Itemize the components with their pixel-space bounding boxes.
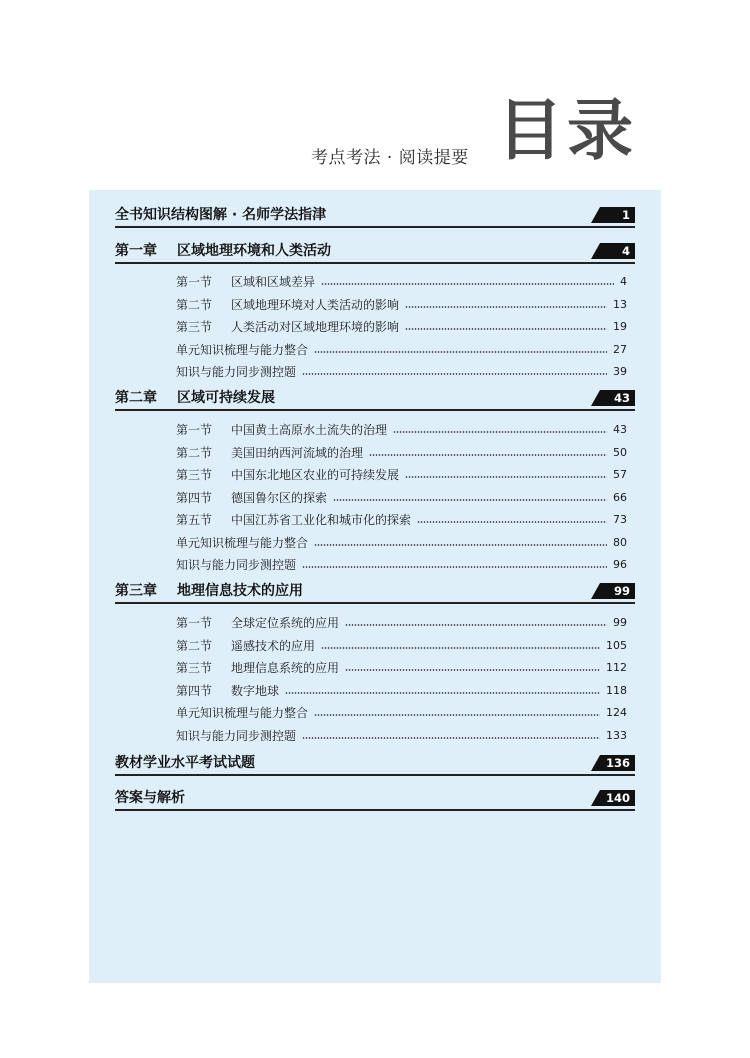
toc-item[interactable]: 第四节 德国鲁尔区的探索 66 <box>176 490 627 505</box>
dot-leader <box>302 566 607 568</box>
toc-item[interactable]: 知识与能力同步测控题 96 <box>176 557 627 572</box>
dot-leader <box>314 544 607 546</box>
page-number-tab: 1 <box>591 207 635 223</box>
toc-entry-label: 全书知识结构图解 · 名师学法指津 <box>115 207 327 223</box>
toc-entry-label: 答案与解析 <box>115 790 185 806</box>
toc-item[interactable]: 知识与能力同步测控题 133 <box>176 728 627 743</box>
dot-leader <box>405 328 607 330</box>
dot-leader <box>321 283 614 285</box>
toc-item[interactable]: 第二节 遥感技术的应用 105 <box>176 638 627 653</box>
chapter-title: 区域可持续发展 <box>177 390 275 406</box>
toc-chapter-2[interactable] <box>115 389 635 411</box>
toc-entry-exam[interactable] <box>115 754 635 776</box>
dot-leader <box>285 692 600 694</box>
chapter-title: 区域地理环境和人类活动 <box>177 243 331 259</box>
page-number-tab: 136 <box>591 755 635 771</box>
dot-leader <box>302 737 600 739</box>
chapter-number: 第一章 <box>115 243 157 259</box>
toc-item[interactable]: 单元知识梳理与能力整合 27 <box>176 342 627 357</box>
page-title: 目录 <box>497 92 637 169</box>
dot-leader <box>333 499 607 501</box>
dot-leader <box>393 431 607 433</box>
toc-chapter-1[interactable] <box>115 242 635 264</box>
toc-item[interactable]: 第三节 地理信息系统的应用 112 <box>176 660 627 675</box>
toc-entry-answers[interactable] <box>115 789 635 811</box>
chapter-number: 第二章 <box>115 390 157 406</box>
toc-item[interactable]: 第一节 区域和区域差异 4 <box>176 274 627 289</box>
toc-item[interactable]: 第一节 全球定位系统的应用 99 <box>176 615 627 630</box>
dot-leader <box>417 521 607 523</box>
toc-item[interactable]: 第二节 区域地理环境对人类活动的影响 13 <box>176 297 627 312</box>
chapter-title: 地理信息技术的应用 <box>177 583 303 599</box>
dot-leader <box>302 373 607 375</box>
toc-item[interactable]: 第四节 数字地球 118 <box>176 683 627 698</box>
toc-item[interactable]: 第三节 人类活动对区域地理环境的影响 19 <box>176 319 627 334</box>
dot-leader <box>314 351 607 353</box>
toc-entry-front[interactable] <box>115 206 635 228</box>
page-number-tab: 99 <box>591 583 635 599</box>
toc-chapter-3[interactable] <box>115 582 635 604</box>
dot-leader <box>369 454 607 456</box>
header-subtitle: 考点考法 · 阅读提要 <box>311 148 469 168</box>
toc-item[interactable]: 第一节 中国黄土高原水土流失的治理 43 <box>176 422 627 437</box>
toc-item[interactable]: 第五节 中国江苏省工业化和城市化的探索 73 <box>176 512 627 527</box>
toc-item[interactable]: 知识与能力同步测控题 39 <box>176 364 627 379</box>
dot-leader <box>321 647 600 649</box>
toc-item[interactable]: 单元知识梳理与能力整合 124 <box>176 705 627 720</box>
dot-leader <box>345 669 600 671</box>
toc-item[interactable]: 第三节 中国东北地区农业的可持续发展 57 <box>176 467 627 482</box>
page-number-tab: 43 <box>591 390 635 406</box>
dot-leader <box>405 476 607 478</box>
toc-item[interactable]: 第二节 美国田纳西河流域的治理 50 <box>176 445 627 460</box>
page-number-tab: 140 <box>591 790 635 806</box>
dot-leader <box>345 624 607 626</box>
chapter-number: 第三章 <box>115 583 157 599</box>
toc-item[interactable]: 单元知识梳理与能力整合 80 <box>176 535 627 550</box>
dot-leader <box>314 714 600 716</box>
dot-leader <box>405 306 607 308</box>
page-number-tab: 4 <box>591 243 635 259</box>
toc-entry-label: 教材学业水平考试试题 <box>115 755 255 771</box>
